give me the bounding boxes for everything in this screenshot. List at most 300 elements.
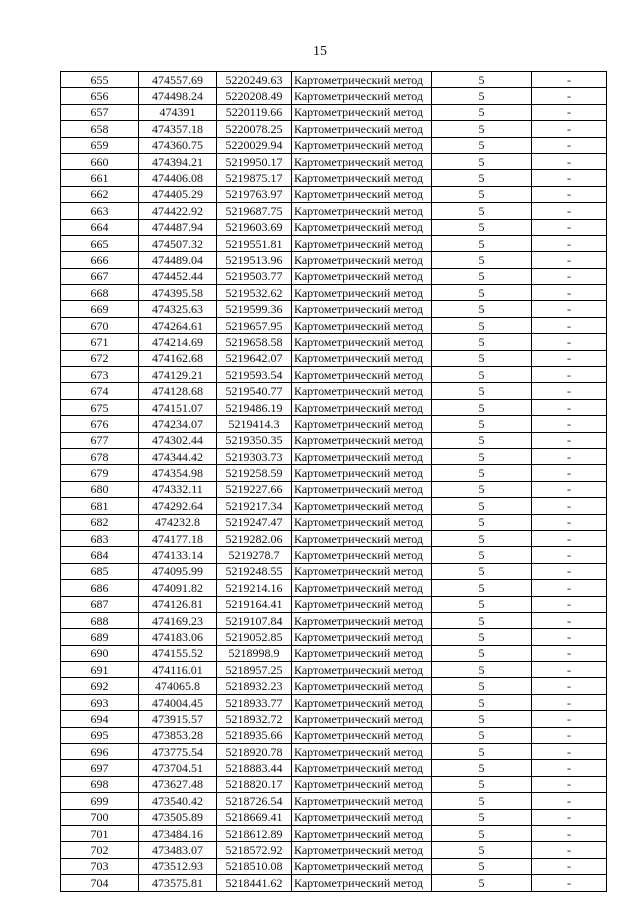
description-cell: - (532, 809, 607, 825)
x-coordinate-cell: 473627.48 (139, 776, 217, 792)
x-coordinate-cell: 474183.06 (139, 629, 217, 645)
y-coordinate-cell: 5219513.96 (217, 252, 292, 268)
description-cell: - (532, 514, 607, 530)
point-number-cell: 686 (61, 580, 139, 596)
page-number: 15 (313, 44, 327, 59)
table-row (61, 809, 607, 825)
method-cell: Картометрический метод (292, 350, 432, 366)
x-coordinate-cell: 474332.11 (139, 481, 217, 497)
point-number-cell: 691 (61, 662, 139, 678)
description-cell: - (532, 153, 607, 169)
accuracy-cell: 5 (432, 498, 532, 514)
x-coordinate-cell: 474091.82 (139, 580, 217, 596)
method-cell: Картометрический метод (292, 285, 432, 301)
description-cell: - (532, 399, 607, 415)
y-coordinate-cell: 5218935.66 (217, 727, 292, 743)
table-row (61, 317, 607, 333)
table-row (61, 285, 607, 301)
table-row (61, 727, 607, 743)
method-cell: Картометрический метод (292, 416, 432, 432)
y-coordinate-cell: 5218933.77 (217, 694, 292, 710)
accuracy-cell: 5 (432, 383, 532, 399)
point-number-cell: 682 (61, 514, 139, 530)
point-number-cell: 672 (61, 350, 139, 366)
method-cell: Картометрический метод (292, 842, 432, 858)
description-cell: - (532, 121, 607, 137)
point-number-cell: 696 (61, 744, 139, 760)
method-cell: Картометрический метод (292, 268, 432, 284)
method-cell: Картометрический метод (292, 563, 432, 579)
table-row (61, 137, 607, 153)
table-row (61, 350, 607, 366)
x-coordinate-cell: 474357.18 (139, 121, 217, 137)
method-cell: Картометрический метод (292, 858, 432, 874)
accuracy-cell: 5 (432, 612, 532, 628)
description-cell: - (532, 727, 607, 743)
point-number-cell: 697 (61, 760, 139, 776)
x-coordinate-cell: 474354.98 (139, 465, 217, 481)
accuracy-cell: 5 (432, 547, 532, 563)
accuracy-cell: 5 (432, 448, 532, 464)
description-cell: - (532, 186, 607, 202)
point-number-cell: 660 (61, 153, 139, 169)
point-number-cell: 669 (61, 301, 139, 317)
table-row (61, 645, 607, 661)
accuracy-cell: 5 (432, 481, 532, 497)
x-coordinate-cell: 474151.07 (139, 399, 217, 415)
y-coordinate-cell: 5220249.63 (217, 72, 292, 88)
accuracy-cell: 5 (432, 137, 532, 153)
x-coordinate-cell: 473540.42 (139, 793, 217, 809)
x-coordinate-cell: 474214.69 (139, 334, 217, 350)
table-row (61, 301, 607, 317)
x-coordinate-cell: 474232.8 (139, 514, 217, 530)
description-cell: - (532, 744, 607, 760)
description-cell: - (532, 137, 607, 153)
method-cell: Картометрический метод (292, 825, 432, 841)
table-row (61, 334, 607, 350)
accuracy-cell: 5 (432, 465, 532, 481)
accuracy-cell: 5 (432, 235, 532, 251)
y-coordinate-cell: 5219950.17 (217, 153, 292, 169)
point-number-cell: 681 (61, 498, 139, 514)
x-coordinate-cell: 474264.61 (139, 317, 217, 333)
y-coordinate-cell: 5219247.47 (217, 514, 292, 530)
method-cell: Картометрический метод (292, 776, 432, 792)
table-row (61, 580, 607, 596)
accuracy-cell: 5 (432, 563, 532, 579)
x-coordinate-cell: 474422.92 (139, 203, 217, 219)
y-coordinate-cell: 5219551.81 (217, 235, 292, 251)
description-cell: - (532, 580, 607, 596)
method-cell: Картометрический метод (292, 72, 432, 88)
accuracy-cell: 5 (432, 399, 532, 415)
description-cell: - (532, 448, 607, 464)
point-number-cell: 668 (61, 285, 139, 301)
method-cell: Картометрический метод (292, 301, 432, 317)
description-cell: - (532, 268, 607, 284)
method-cell: Картометрический метод (292, 104, 432, 120)
accuracy-cell: 5 (432, 793, 532, 809)
point-number-cell: 665 (61, 235, 139, 251)
point-number-cell: 692 (61, 678, 139, 694)
accuracy-cell: 5 (432, 170, 532, 186)
table-row (61, 530, 607, 546)
method-cell: Картометрический метод (292, 530, 432, 546)
point-number-cell: 663 (61, 203, 139, 219)
point-number-cell: 694 (61, 711, 139, 727)
table-row (61, 858, 607, 874)
table-row (61, 596, 607, 612)
y-coordinate-cell: 5219657.95 (217, 317, 292, 333)
y-coordinate-cell: 5219107.84 (217, 612, 292, 628)
x-coordinate-cell: 474129.21 (139, 367, 217, 383)
accuracy-cell: 5 (432, 776, 532, 792)
point-number-cell: 661 (61, 170, 139, 186)
accuracy-cell: 5 (432, 88, 532, 104)
method-cell: Картометрический метод (292, 645, 432, 661)
table-row (61, 448, 607, 464)
method-cell: Картометрический метод (292, 465, 432, 481)
description-cell: - (532, 678, 607, 694)
accuracy-cell: 5 (432, 416, 532, 432)
y-coordinate-cell: 5219599.36 (217, 301, 292, 317)
table-row (61, 121, 607, 137)
method-cell: Картометрический метод (292, 514, 432, 530)
table-row (61, 416, 607, 432)
table-row (61, 744, 607, 760)
accuracy-cell: 5 (432, 809, 532, 825)
coordinates-table-body (61, 72, 607, 892)
y-coordinate-cell: 5218820.17 (217, 776, 292, 792)
table-row (61, 776, 607, 792)
point-number-cell: 662 (61, 186, 139, 202)
description-cell: - (532, 596, 607, 612)
method-cell: Картометрический метод (292, 629, 432, 645)
y-coordinate-cell: 5218510.08 (217, 858, 292, 874)
accuracy-cell: 5 (432, 219, 532, 235)
accuracy-cell: 5 (432, 596, 532, 612)
y-coordinate-cell: 5219350.35 (217, 432, 292, 448)
method-cell: Картометрический метод (292, 88, 432, 104)
point-number-cell: 673 (61, 367, 139, 383)
accuracy-cell: 5 (432, 285, 532, 301)
y-coordinate-cell: 5220029.94 (217, 137, 292, 153)
point-number-cell: 702 (61, 842, 139, 858)
method-cell: Картометрический метод (292, 596, 432, 612)
description-cell: - (532, 104, 607, 120)
y-coordinate-cell: 5219532.62 (217, 285, 292, 301)
accuracy-cell: 5 (432, 858, 532, 874)
accuracy-cell: 5 (432, 645, 532, 661)
point-number-cell: 685 (61, 563, 139, 579)
method-cell: Картометрический метод (292, 547, 432, 563)
accuracy-cell: 5 (432, 203, 532, 219)
method-cell: Картометрический метод (292, 334, 432, 350)
y-coordinate-cell: 5219603.69 (217, 219, 292, 235)
x-coordinate-cell: 474391 (139, 104, 217, 120)
y-coordinate-cell: 5219052.85 (217, 629, 292, 645)
x-coordinate-cell: 473704.51 (139, 760, 217, 776)
point-number-cell: 688 (61, 612, 139, 628)
x-coordinate-cell: 474095.99 (139, 563, 217, 579)
x-coordinate-cell: 474155.52 (139, 645, 217, 661)
y-coordinate-cell: 5218932.72 (217, 711, 292, 727)
x-coordinate-cell: 474162.68 (139, 350, 217, 366)
y-coordinate-cell: 5219658.58 (217, 334, 292, 350)
y-coordinate-cell: 5219303.73 (217, 448, 292, 464)
description-cell: - (532, 170, 607, 186)
y-coordinate-cell: 5219593.54 (217, 367, 292, 383)
method-cell: Картометрический метод (292, 711, 432, 727)
point-number-cell: 667 (61, 268, 139, 284)
x-coordinate-cell: 474302.44 (139, 432, 217, 448)
method-cell: Картометрический метод (292, 203, 432, 219)
y-coordinate-cell: 5218998.9 (217, 645, 292, 661)
description-cell: - (532, 383, 607, 399)
point-number-cell: 656 (61, 88, 139, 104)
method-cell: Картометрический метод (292, 662, 432, 678)
point-number-cell: 680 (61, 481, 139, 497)
method-cell: Картометрический метод (292, 383, 432, 399)
method-cell: Картометрический метод (292, 170, 432, 186)
table-row (61, 514, 607, 530)
x-coordinate-cell: 474116.01 (139, 662, 217, 678)
y-coordinate-cell: 5218883.44 (217, 760, 292, 776)
point-number-cell: 674 (61, 383, 139, 399)
description-cell: - (532, 793, 607, 809)
point-number-cell: 679 (61, 465, 139, 481)
x-coordinate-cell: 473484.16 (139, 825, 217, 841)
accuracy-cell: 5 (432, 317, 532, 333)
description-cell: - (532, 858, 607, 874)
y-coordinate-cell: 5219875.17 (217, 170, 292, 186)
point-number-cell: 690 (61, 645, 139, 661)
accuracy-cell: 5 (432, 367, 532, 383)
table-row (61, 203, 607, 219)
y-coordinate-cell: 5219282.06 (217, 530, 292, 546)
description-cell: - (532, 72, 607, 88)
method-cell: Картометрический метод (292, 793, 432, 809)
point-number-cell: 675 (61, 399, 139, 415)
x-coordinate-cell: 474507.32 (139, 235, 217, 251)
table-row (61, 170, 607, 186)
table-row (61, 252, 607, 268)
x-coordinate-cell: 474452.44 (139, 268, 217, 284)
table-row (61, 153, 607, 169)
table-row (61, 612, 607, 628)
accuracy-cell: 5 (432, 727, 532, 743)
description-cell: - (532, 203, 607, 219)
method-cell: Картометрический метод (292, 153, 432, 169)
description-cell: - (532, 334, 607, 350)
x-coordinate-cell: 474292.64 (139, 498, 217, 514)
method-cell: Картометрический метод (292, 498, 432, 514)
point-number-cell: 700 (61, 809, 139, 825)
point-number-cell: 670 (61, 317, 139, 333)
y-coordinate-cell: 5218441.62 (217, 875, 292, 891)
accuracy-cell: 5 (432, 104, 532, 120)
point-number-cell: 658 (61, 121, 139, 137)
point-number-cell: 657 (61, 104, 139, 120)
point-number-cell: 684 (61, 547, 139, 563)
description-cell: - (532, 662, 607, 678)
accuracy-cell: 5 (432, 530, 532, 546)
point-number-cell: 677 (61, 432, 139, 448)
description-cell: - (532, 301, 607, 317)
description-cell: - (532, 694, 607, 710)
table-row (61, 760, 607, 776)
description-cell: - (532, 629, 607, 645)
method-cell: Картометрический метод (292, 432, 432, 448)
point-number-cell: 695 (61, 727, 139, 743)
accuracy-cell: 5 (432, 153, 532, 169)
x-coordinate-cell: 474133.14 (139, 547, 217, 563)
y-coordinate-cell: 5219214.16 (217, 580, 292, 596)
point-number-cell: 698 (61, 776, 139, 792)
accuracy-cell: 5 (432, 121, 532, 137)
method-cell: Картометрический метод (292, 219, 432, 235)
point-number-cell: 666 (61, 252, 139, 268)
x-coordinate-cell: 473915.57 (139, 711, 217, 727)
x-coordinate-cell: 473775.54 (139, 744, 217, 760)
x-coordinate-cell: 474065.8 (139, 678, 217, 694)
description-cell: - (532, 612, 607, 628)
accuracy-cell: 5 (432, 350, 532, 366)
accuracy-cell: 5 (432, 301, 532, 317)
y-coordinate-cell: 5218572.92 (217, 842, 292, 858)
point-number-cell: 699 (61, 793, 139, 809)
method-cell: Картометрический метод (292, 235, 432, 251)
x-coordinate-cell: 473853.28 (139, 727, 217, 743)
table-row (61, 104, 607, 120)
accuracy-cell: 5 (432, 334, 532, 350)
table-row (61, 662, 607, 678)
point-number-cell: 678 (61, 448, 139, 464)
point-number-cell: 683 (61, 530, 139, 546)
x-coordinate-cell: 474325.63 (139, 301, 217, 317)
accuracy-cell: 5 (432, 72, 532, 88)
table-row (61, 383, 607, 399)
point-number-cell: 664 (61, 219, 139, 235)
y-coordinate-cell: 5218957.25 (217, 662, 292, 678)
coordinates-table (60, 71, 607, 892)
y-coordinate-cell: 5218669.41 (217, 809, 292, 825)
point-number-cell: 659 (61, 137, 139, 153)
description-cell: - (532, 481, 607, 497)
x-coordinate-cell: 474489.04 (139, 252, 217, 268)
y-coordinate-cell: 5219414.3 (217, 416, 292, 432)
table-row (61, 793, 607, 809)
y-coordinate-cell: 5219642.07 (217, 350, 292, 366)
accuracy-cell: 5 (432, 580, 532, 596)
description-cell: - (532, 252, 607, 268)
table-row (61, 219, 607, 235)
method-cell: Картометрический метод (292, 252, 432, 268)
accuracy-cell: 5 (432, 760, 532, 776)
table-row (61, 72, 607, 88)
method-cell: Картометрический метод (292, 694, 432, 710)
y-coordinate-cell: 5218920.78 (217, 744, 292, 760)
table-row (61, 481, 607, 497)
description-cell: - (532, 563, 607, 579)
x-coordinate-cell: 474498.24 (139, 88, 217, 104)
method-cell: Картометрический метод (292, 744, 432, 760)
method-cell: Картометрический метод (292, 727, 432, 743)
table-row (61, 186, 607, 202)
x-coordinate-cell: 473575.81 (139, 875, 217, 891)
point-number-cell: 687 (61, 596, 139, 612)
x-coordinate-cell: 474406.08 (139, 170, 217, 186)
y-coordinate-cell: 5218932.23 (217, 678, 292, 694)
method-cell: Картометрический метод (292, 678, 432, 694)
accuracy-cell: 5 (432, 875, 532, 891)
description-cell: - (532, 825, 607, 841)
description-cell: - (532, 317, 607, 333)
method-cell: Картометрический метод (292, 580, 432, 596)
table-row (61, 88, 607, 104)
description-cell: - (532, 416, 607, 432)
x-coordinate-cell: 474004.45 (139, 694, 217, 710)
description-cell: - (532, 465, 607, 481)
table-row (61, 367, 607, 383)
method-cell: Картометрический метод (292, 809, 432, 825)
y-coordinate-cell: 5219248.55 (217, 563, 292, 579)
description-cell: - (532, 285, 607, 301)
accuracy-cell: 5 (432, 662, 532, 678)
point-number-cell: 655 (61, 72, 139, 88)
table-row (61, 268, 607, 284)
description-cell: - (532, 711, 607, 727)
x-coordinate-cell: 473512.93 (139, 858, 217, 874)
description-cell: - (532, 760, 607, 776)
description-cell: - (532, 776, 607, 792)
table-row (61, 711, 607, 727)
x-coordinate-cell: 474234.07 (139, 416, 217, 432)
method-cell: Картометрический метод (292, 137, 432, 153)
point-number-cell: 701 (61, 825, 139, 841)
accuracy-cell: 5 (432, 711, 532, 727)
table-row (61, 825, 607, 841)
table-row (61, 465, 607, 481)
method-cell: Картометрический метод (292, 760, 432, 776)
y-coordinate-cell: 5218726.54 (217, 793, 292, 809)
x-coordinate-cell: 474126.81 (139, 596, 217, 612)
accuracy-cell: 5 (432, 268, 532, 284)
accuracy-cell: 5 (432, 252, 532, 268)
x-coordinate-cell: 474177.18 (139, 530, 217, 546)
table-row (61, 498, 607, 514)
description-cell: - (532, 235, 607, 251)
accuracy-cell: 5 (432, 432, 532, 448)
table-row (61, 235, 607, 251)
point-number-cell: 693 (61, 694, 139, 710)
table-row (61, 547, 607, 563)
description-cell: - (532, 88, 607, 104)
point-number-cell: 704 (61, 875, 139, 891)
y-coordinate-cell: 5220078.25 (217, 121, 292, 137)
y-coordinate-cell: 5219763.97 (217, 186, 292, 202)
method-cell: Картометрический метод (292, 317, 432, 333)
table-row (61, 678, 607, 694)
x-coordinate-cell: 473505.89 (139, 809, 217, 825)
accuracy-cell: 5 (432, 744, 532, 760)
x-coordinate-cell: 474394.21 (139, 153, 217, 169)
x-coordinate-cell: 474395.58 (139, 285, 217, 301)
x-coordinate-cell: 474405.29 (139, 186, 217, 202)
description-cell: - (532, 645, 607, 661)
point-number-cell: 689 (61, 629, 139, 645)
